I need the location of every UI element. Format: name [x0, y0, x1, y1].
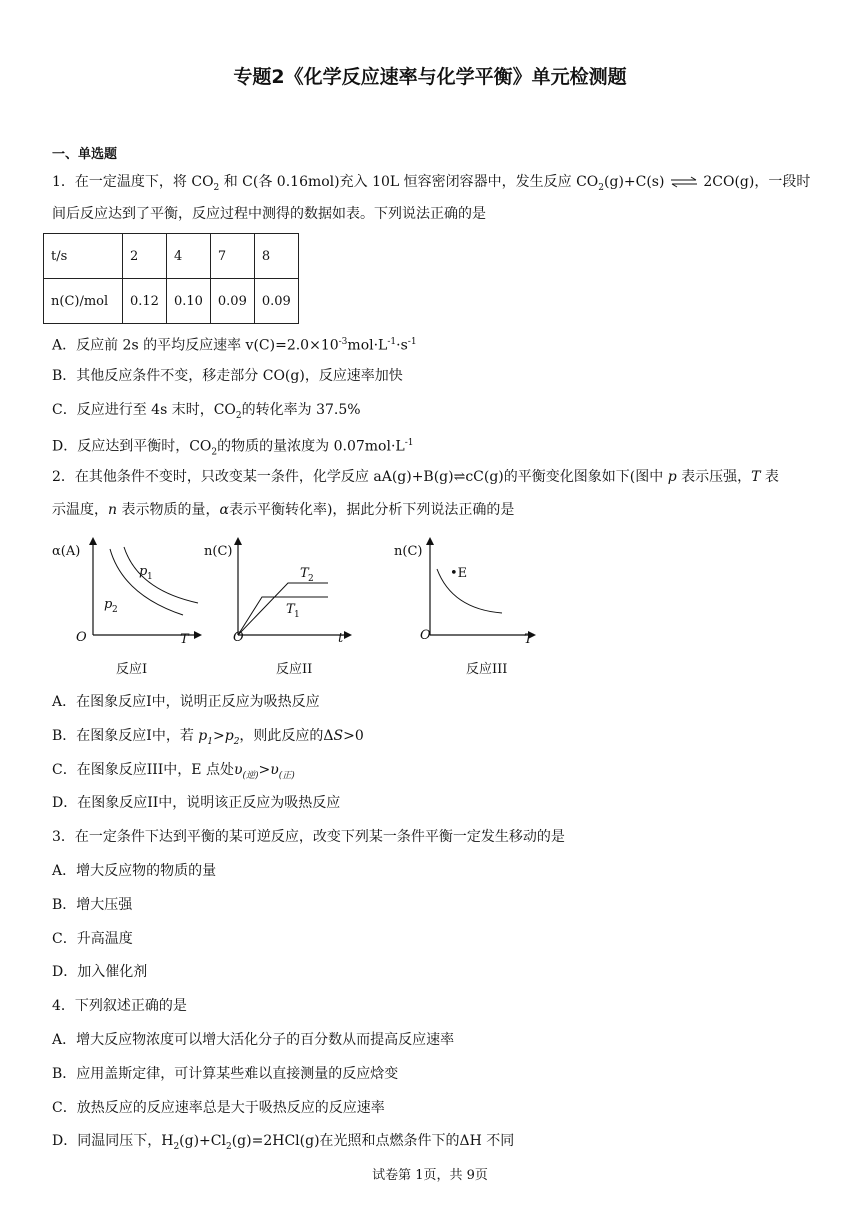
- q2-option-b-text: ，则此反应的Δ: [239, 728, 334, 744]
- table-cell: 0.09: [210, 279, 254, 324]
- superscript: -1: [404, 438, 414, 448]
- q4-option-b: B．应用盖斯定律，可计算某些难以直接测量的反应焓变: [52, 1066, 399, 1082]
- table-cell: n(C)/mol: [44, 279, 123, 324]
- subscript: 1: [207, 736, 213, 747]
- q1-option-d-text: 的物质的量浓度为 0.07mol·L: [217, 438, 405, 455]
- var: υ: [233, 762, 243, 778]
- var: p: [224, 728, 234, 744]
- q2-option-b-text: >0: [343, 728, 364, 744]
- q2-option-a: A．在图象反应I中，说明正反应为吸热反应: [52, 694, 320, 710]
- q1-stem-text: 2CO(g)，一段时: [703, 174, 811, 190]
- page-title: 专题2《化学反应速率与化学平衡》单元检测题: [233, 66, 627, 88]
- subscript: (逆): [242, 770, 259, 781]
- q2-stem-line2: [52, 500, 514, 520]
- q1-option-a-text: ·s: [396, 337, 408, 354]
- reversible-arrow-icon: [669, 175, 699, 189]
- q1-option-a: [52, 332, 417, 356]
- figure-caption: 反应I: [116, 662, 148, 677]
- q1-stem-line2: 间后反应达到了平衡，反应过程中测得的数据如表。下列说法正确的是: [52, 206, 486, 222]
- q4-option-d-text: (g)+Cl: [179, 1133, 226, 1149]
- q2-stem-line1: [52, 467, 779, 487]
- var: S: [333, 728, 344, 744]
- q3-option-b: B．增大压强: [52, 897, 133, 913]
- q2-stem-var: α: [219, 502, 229, 518]
- curve-label-sub: 1: [147, 572, 153, 582]
- data-table: [43, 233, 299, 324]
- q2-stem-text: 表示压强，: [676, 469, 752, 485]
- q1-option-b: B．其他反应条件不变，移走部分 CO(g)，反应速率加快: [52, 368, 403, 384]
- figure-caption: 反应III: [466, 662, 508, 677]
- var: υ: [270, 762, 279, 778]
- table-cell: 4: [166, 234, 210, 279]
- figure-caption: 反应II: [276, 662, 313, 677]
- q2-option-c: [52, 760, 295, 786]
- subscript: 2: [233, 736, 240, 747]
- q2-option-b-text: >: [212, 728, 225, 744]
- q2-stem-text: 表示平衡转化率)，据此分析下列说法正确的是: [228, 502, 515, 518]
- q1-option-d-text: D．反应达到平衡时，CO: [52, 438, 212, 455]
- table-cell: 8: [254, 234, 298, 279]
- page-footer: 试卷第 1页，共 9页: [372, 1168, 488, 1183]
- q2-stem-var: p: [667, 469, 677, 485]
- table-cell: 0.09: [254, 279, 298, 324]
- superscript: -1: [407, 337, 417, 347]
- curve-label-sub: 2: [308, 574, 314, 584]
- q4-stem: 4．下列叙述正确的是: [52, 998, 187, 1014]
- q2-stem-var: T: [751, 469, 761, 485]
- q2-stem-text: 表示物质的量，: [117, 502, 220, 518]
- q3-option-a: A．增大反应物的物质的量: [52, 863, 217, 879]
- q4-option-a: A．增大反应物浓度可以增大活化分子的百分数从而提高反应速率: [52, 1032, 455, 1048]
- point-label: •E: [450, 566, 468, 581]
- q1-option-d: D．反应达到平衡时，$CO_2$的物质的量浓度为 $0.07mol\cdot L^{-1}$: [52, 438, 414, 458]
- q1-stem-text: 和 C(各 0.16mol)充入 10L 恒容密闭容器中，发生反应 CO: [223, 174, 599, 190]
- superscript: -3: [338, 337, 348, 347]
- q2-option-c-text: C．在图象反应III中，E 点处: [52, 762, 234, 778]
- curve-label: T: [300, 566, 309, 581]
- curve-label: p: [139, 564, 148, 579]
- table-row: [44, 279, 299, 324]
- origin-label: O: [233, 630, 244, 645]
- q2-option-d: D．在图象反应II中，说明该正反应为吸热反应: [52, 795, 341, 811]
- figure-reaction-3: [390, 535, 550, 654]
- q2-stem-text: 表: [760, 469, 779, 485]
- q1-stem-text: (g)+C(s): [604, 174, 665, 190]
- q2-stem-var: n: [108, 502, 118, 518]
- q4-option-d-text: D．同温同压下，H: [52, 1133, 174, 1149]
- x-axis-label: T: [524, 632, 533, 647]
- q2-stem-text: 2．在其他条件不变时，只改变某一条件，化学反应 aA(g)+B(g)⇌cC(g)的平衡变化图象如下(图中: [52, 469, 668, 485]
- curve-label: p: [104, 597, 113, 612]
- q1-option-c: C．反应进行至 4s 末时，$CO_2$的转化率为 37.5%: [52, 402, 361, 421]
- y-axis-label: n(C): [394, 544, 423, 559]
- q2-option-c-text: >: [258, 762, 271, 778]
- q1-option-a-text: mol·L: [347, 337, 388, 354]
- y-axis-label: α(A): [52, 544, 81, 559]
- table-row: [44, 234, 299, 279]
- q2-option-b: [52, 726, 364, 752]
- x-axis-label: T: [180, 632, 189, 647]
- x-axis-label: t: [338, 631, 344, 646]
- q4-option-c: C．放热反应的反应速率总是大于吸热反应的反应速率: [52, 1100, 385, 1116]
- q3-stem: 3．在一定条件下达到平衡的某可逆反应，改变下列某一条件平衡一定发生移动的是: [52, 829, 565, 845]
- var: p: [198, 728, 208, 744]
- table-cell: t/s: [44, 234, 123, 279]
- table-cell: 2: [123, 234, 167, 279]
- curve-label: T: [286, 602, 295, 617]
- section-heading: 一、单选题: [52, 147, 118, 162]
- q4-option-d-text: (g)=2HCl(g)在光照和点燃条件下的ΔH 不同: [231, 1133, 515, 1149]
- curve-label-sub: 1: [294, 610, 300, 620]
- q1-stem-text: 1．在一定温度下，将 CO: [52, 174, 214, 190]
- q1-option-c-text: 的转化率为 37.5%: [241, 402, 361, 418]
- subscript: (正): [278, 770, 295, 781]
- q2-option-b-text: B．在图象反应I中，若: [52, 728, 199, 744]
- origin-label: O: [420, 628, 431, 643]
- origin-label: O: [76, 630, 87, 645]
- q1-option-a-text: A．反应前 2s 的平均反应速率 v(C)=2.0×10: [52, 337, 339, 354]
- q1-stem-line1: 1．在一定温度下，将 $CO_2$ 和 C(各 0.16mol)充入 10L 恒容密闭容器中，发生反应 $CO_2(g)+C(s)$ 2CO(g)，一段时: [52, 174, 811, 193]
- table-cell: 0.12: [123, 279, 167, 324]
- q4-option-d: D．同温同压下，$H_2(g)+Cl_2(g)=2HCl(g)$在光照和点燃条件下的ΔH 不同: [52, 1133, 515, 1152]
- curve-label-sub: 2: [112, 605, 118, 615]
- q3-option-d: D．加入催化剂: [52, 964, 148, 980]
- table-cell: 7: [210, 234, 254, 279]
- table-cell: 0.10: [166, 279, 210, 324]
- figure-reaction-1: [48, 535, 208, 654]
- q2-stem-text: 示温度，: [52, 502, 108, 518]
- q3-option-c: C．升高温度: [52, 931, 133, 947]
- superscript: -1: [387, 337, 397, 347]
- y-axis-label: n(C): [204, 544, 233, 559]
- figure-reaction-2: [200, 535, 360, 654]
- q1-option-c-text: C．反应进行至 4s 末时，CO: [52, 402, 236, 418]
